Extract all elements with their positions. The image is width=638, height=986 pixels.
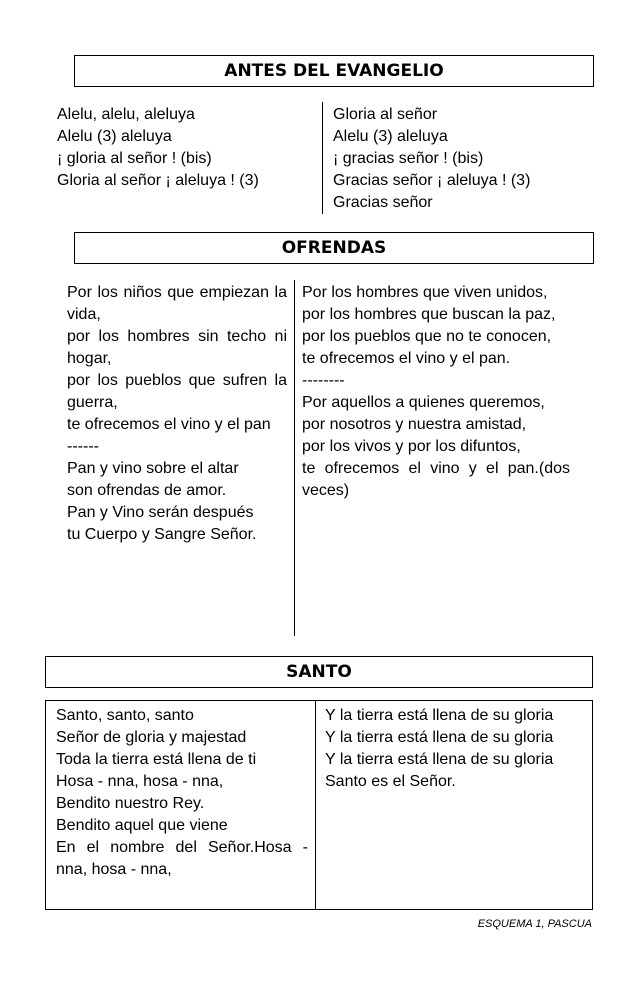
antes-left-column	[57, 104, 307, 192]
santo-right-column	[325, 705, 577, 793]
stanza-line: por nosotros y nuestra amistad,	[302, 416, 527, 433]
stanza-line: por los vivos y por los difuntos,	[302, 438, 521, 455]
antes-header: ANTES DEL EVANGELIO	[74, 55, 594, 87]
santo-line: Bendito nuestro Rey.	[56, 795, 205, 812]
stanza-line: te ofrecemos el vino y el pan	[67, 416, 271, 433]
stanza-line: Por los hombres que viven unidos,	[302, 284, 548, 301]
santo-divider	[315, 700, 316, 910]
lyric-line: Gracias señor	[333, 194, 433, 211]
lyric-line: Alelu (3) aleluya	[57, 128, 172, 145]
footer-label: ESQUEMA 1, PASCUA	[477, 918, 592, 930]
stanza-line: Pan y vino sobre el altar	[67, 460, 239, 477]
antes-right-column	[333, 104, 593, 214]
santo-line: Y la tierra está llena de su gloria	[325, 707, 554, 724]
stanza-line: por los pueblos que no te conocen,	[302, 328, 552, 345]
santo-line: Santo, santo, santo	[56, 707, 194, 724]
ofrendas-header: OFRENDAS	[74, 232, 594, 264]
antes-divider	[322, 102, 323, 214]
stanza-line: --------	[302, 372, 345, 389]
lyric-line: ¡ gloria al señor ! (bis)	[57, 150, 212, 167]
stanza-line: por los hombres que buscan la paz,	[302, 306, 556, 323]
lyric-line: Alelu, alelu, aleluya	[57, 106, 195, 123]
stanza-line: te ofrecemos el vino y el pan.	[302, 350, 511, 367]
stanza-line: Por los niños que empiezan la vida,	[67, 284, 287, 323]
stanza-line: son ofrendas de amor.	[67, 482, 227, 499]
stanza-line: Pan y Vino serán después	[67, 504, 254, 521]
stanza-line: Por aquellos a quienes queremos,	[302, 394, 545, 411]
lyric-line: Alelu (3) aleluya	[333, 128, 448, 145]
stanza-line: ------	[67, 438, 99, 455]
stanza-line: te ofrecemos el vino y el pan.(dos veces)	[302, 460, 570, 499]
santo-line: Señor de gloria y majestad	[56, 729, 247, 746]
lyric-line: Gracias señor ¡ aleluya ! (3)	[333, 172, 531, 189]
santo-line: Santo es el Señor.	[325, 773, 456, 790]
santo-line: Hosa - nna, hosa - nna,	[56, 773, 224, 790]
lyric-line: Gloria al señor ¡ aleluya ! (3)	[57, 172, 259, 189]
santo-line: Toda la tierra está llena de ti	[56, 751, 257, 768]
ofrendas-divider	[294, 280, 295, 636]
ofrendas-left-column	[67, 282, 287, 546]
santo-line: Y la tierra está llena de su gloria	[325, 751, 554, 768]
lyric-line: Gloria al señor	[333, 106, 438, 123]
santo-header: SANTO	[45, 656, 593, 688]
santo-line: Y la tierra está llena de su gloria	[325, 729, 554, 746]
stanza-line: tu Cuerpo y Sangre Señor.	[67, 526, 257, 543]
ofrendas-right-column	[302, 282, 570, 502]
stanza-line: por los pueblos que sufren la guerra,	[67, 372, 287, 411]
santo-left-column	[56, 705, 308, 881]
lyric-line: ¡ gracias señor ! (bis)	[333, 150, 484, 167]
stanza-line: por los hombres sin techo ni hogar,	[67, 328, 287, 367]
santo-line: Bendito aquel que viene	[56, 817, 228, 834]
santo-line: En el nombre del Señor.Hosa - nna, hosa - nna,	[56, 839, 308, 878]
